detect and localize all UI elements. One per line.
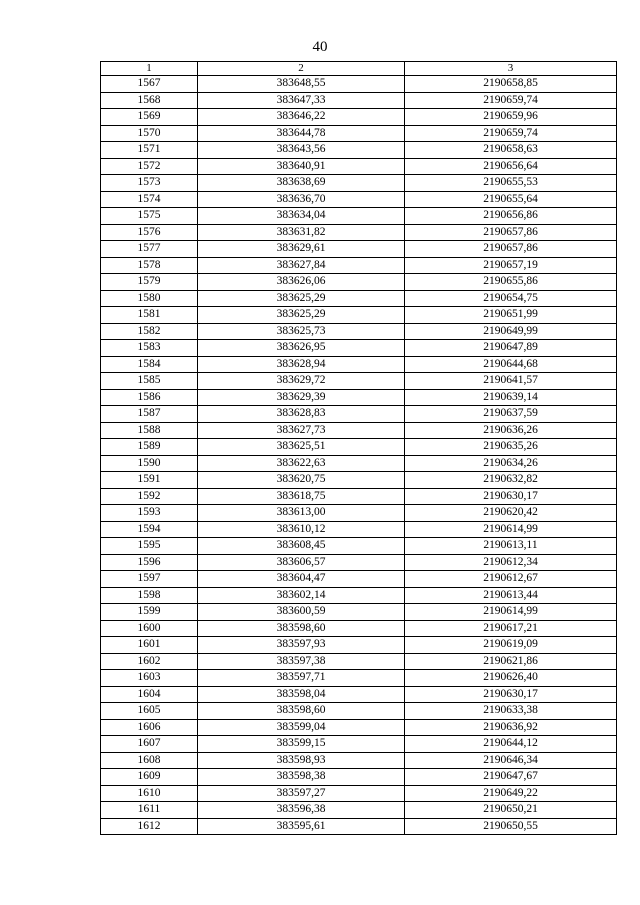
point-number-cell: 1574 (101, 191, 198, 208)
x-coordinate-cell: 383625,51 (198, 439, 405, 456)
y-coordinate-cell: 2190655,64 (405, 191, 617, 208)
point-number-cell: 1570 (101, 125, 198, 142)
table-row (101, 571, 617, 588)
column-header-1: 1 (101, 62, 198, 76)
column-header-2: 2 (198, 62, 405, 76)
table-row (101, 455, 617, 472)
table-row (101, 439, 617, 456)
point-number-cell: 1605 (101, 703, 198, 720)
table-row (101, 769, 617, 786)
point-number-cell: 1581 (101, 307, 198, 324)
y-coordinate-cell: 2190634,26 (405, 455, 617, 472)
point-number-cell: 1572 (101, 158, 198, 175)
x-coordinate-cell: 383644,78 (198, 125, 405, 142)
table-row (101, 587, 617, 604)
table-row (101, 422, 617, 439)
page-number: 40 (312, 39, 328, 55)
table-row (101, 290, 617, 307)
table-row (101, 488, 617, 505)
x-coordinate-cell: 383596,38 (198, 802, 405, 819)
x-coordinate-cell: 383598,04 (198, 686, 405, 703)
y-coordinate-cell: 2190646,34 (405, 752, 617, 769)
table-row (101, 224, 617, 241)
point-number-cell: 1588 (101, 422, 198, 439)
point-number-cell: 1583 (101, 340, 198, 357)
table-row (101, 340, 617, 357)
table-row (101, 505, 617, 522)
table-row (101, 125, 617, 142)
x-coordinate-cell: 383606,57 (198, 554, 405, 571)
y-coordinate-cell: 2190659,74 (405, 92, 617, 109)
y-coordinate-cell: 2190659,74 (405, 125, 617, 142)
y-coordinate-cell: 2190632,82 (405, 472, 617, 489)
x-coordinate-cell: 383640,91 (198, 158, 405, 175)
point-number-cell: 1609 (101, 769, 198, 786)
x-coordinate-cell: 383604,47 (198, 571, 405, 588)
header-row (101, 62, 617, 76)
y-coordinate-cell: 2190647,89 (405, 340, 617, 357)
x-coordinate-cell: 383610,12 (198, 521, 405, 538)
x-coordinate-cell: 383634,04 (198, 208, 405, 225)
point-number-cell: 1599 (101, 604, 198, 621)
point-number-cell: 1587 (101, 406, 198, 423)
point-number-cell: 1590 (101, 455, 198, 472)
point-number-cell: 1607 (101, 736, 198, 753)
x-coordinate-cell: 383598,93 (198, 752, 405, 769)
table-row (101, 373, 617, 390)
x-coordinate-cell: 383626,95 (198, 340, 405, 357)
x-coordinate-cell: 383597,38 (198, 653, 405, 670)
table-row (101, 307, 617, 324)
y-coordinate-cell: 2190612,34 (405, 554, 617, 571)
table-row (101, 637, 617, 654)
table-row (101, 472, 617, 489)
x-coordinate-cell: 383625,29 (198, 290, 405, 307)
x-coordinate-cell: 383631,82 (198, 224, 405, 241)
point-number-cell: 1592 (101, 488, 198, 505)
x-coordinate-cell: 383628,94 (198, 356, 405, 373)
y-coordinate-cell: 2190636,26 (405, 422, 617, 439)
table-row (101, 554, 617, 571)
y-coordinate-cell: 2190637,59 (405, 406, 617, 423)
x-coordinate-cell: 383620,75 (198, 472, 405, 489)
x-coordinate-cell: 383625,73 (198, 323, 405, 340)
x-coordinate-cell: 383597,27 (198, 785, 405, 802)
table-body (101, 76, 617, 835)
x-coordinate-cell: 383600,59 (198, 604, 405, 621)
point-number-cell: 1598 (101, 587, 198, 604)
point-number-cell: 1578 (101, 257, 198, 274)
x-coordinate-cell: 383622,63 (198, 455, 405, 472)
point-number-cell: 1611 (101, 802, 198, 819)
y-coordinate-cell: 2190641,57 (405, 373, 617, 390)
coordinates-table (100, 61, 617, 835)
x-coordinate-cell: 383599,15 (198, 736, 405, 753)
point-number-cell: 1596 (101, 554, 198, 571)
x-coordinate-cell: 383598,60 (198, 703, 405, 720)
point-number-cell: 1582 (101, 323, 198, 340)
y-coordinate-cell: 2190626,40 (405, 670, 617, 687)
point-number-cell: 1573 (101, 175, 198, 192)
y-coordinate-cell: 2190647,67 (405, 769, 617, 786)
table-row (101, 191, 617, 208)
table-row (101, 175, 617, 192)
y-coordinate-cell: 2190655,86 (405, 274, 617, 291)
table-row (101, 686, 617, 703)
table-row (101, 752, 617, 769)
table-row (101, 208, 617, 225)
y-coordinate-cell: 2190655,53 (405, 175, 617, 192)
y-coordinate-cell: 2190612,67 (405, 571, 617, 588)
x-coordinate-cell: 383638,69 (198, 175, 405, 192)
point-number-cell: 1576 (101, 224, 198, 241)
x-coordinate-cell: 383629,72 (198, 373, 405, 390)
table-row (101, 604, 617, 621)
point-number-cell: 1591 (101, 472, 198, 489)
table-row (101, 785, 617, 802)
point-number-cell: 1586 (101, 389, 198, 406)
x-coordinate-cell: 383595,61 (198, 818, 405, 835)
point-number-cell: 1569 (101, 109, 198, 126)
x-coordinate-cell: 383625,29 (198, 307, 405, 324)
table-row (101, 620, 617, 637)
point-number-cell: 1603 (101, 670, 198, 687)
y-coordinate-cell: 2190654,75 (405, 290, 617, 307)
table-row (101, 802, 617, 819)
x-coordinate-cell: 383618,75 (198, 488, 405, 505)
table-row (101, 538, 617, 555)
x-coordinate-cell: 383646,22 (198, 109, 405, 126)
x-coordinate-cell: 383599,04 (198, 719, 405, 736)
x-coordinate-cell: 383597,71 (198, 670, 405, 687)
table-row (101, 158, 617, 175)
point-number-cell: 1571 (101, 142, 198, 159)
table-row (101, 521, 617, 538)
table-row (101, 389, 617, 406)
x-coordinate-cell: 383643,56 (198, 142, 405, 159)
table-row (101, 670, 617, 687)
x-coordinate-cell: 383627,84 (198, 257, 405, 274)
y-coordinate-cell: 2190649,22 (405, 785, 617, 802)
point-number-cell: 1594 (101, 521, 198, 538)
x-coordinate-cell: 383597,93 (198, 637, 405, 654)
y-coordinate-cell: 2190649,99 (405, 323, 617, 340)
point-number-cell: 1606 (101, 719, 198, 736)
y-coordinate-cell: 2190658,85 (405, 76, 617, 93)
table-row (101, 323, 617, 340)
x-coordinate-cell: 383602,14 (198, 587, 405, 604)
x-coordinate-cell: 383598,60 (198, 620, 405, 637)
table-row (101, 719, 617, 736)
y-coordinate-cell: 2190630,17 (405, 686, 617, 703)
y-coordinate-cell: 2190630,17 (405, 488, 617, 505)
column-header-3: 3 (405, 62, 617, 76)
table-row (101, 257, 617, 274)
point-number-cell: 1579 (101, 274, 198, 291)
point-number-cell: 1601 (101, 637, 198, 654)
table-row (101, 92, 617, 109)
table-row (101, 736, 617, 753)
y-coordinate-cell: 2190659,96 (405, 109, 617, 126)
point-number-cell: 1585 (101, 373, 198, 390)
y-coordinate-cell: 2190650,21 (405, 802, 617, 819)
y-coordinate-cell: 2190657,86 (405, 224, 617, 241)
y-coordinate-cell: 2190656,86 (405, 208, 617, 225)
table-row (101, 142, 617, 159)
point-number-cell: 1610 (101, 785, 198, 802)
y-coordinate-cell: 2190614,99 (405, 604, 617, 621)
y-coordinate-cell: 2190650,55 (405, 818, 617, 835)
y-coordinate-cell: 2190657,86 (405, 241, 617, 258)
point-number-cell: 1580 (101, 290, 198, 307)
point-number-cell: 1589 (101, 439, 198, 456)
table-row (101, 274, 617, 291)
y-coordinate-cell: 2190651,99 (405, 307, 617, 324)
y-coordinate-cell: 2190657,19 (405, 257, 617, 274)
y-coordinate-cell: 2190614,99 (405, 521, 617, 538)
y-coordinate-cell: 2190644,68 (405, 356, 617, 373)
y-coordinate-cell: 2190619,09 (405, 637, 617, 654)
table-row (101, 109, 617, 126)
table-row (101, 406, 617, 423)
table-row (101, 703, 617, 720)
table-row (101, 241, 617, 258)
x-coordinate-cell: 383613,00 (198, 505, 405, 522)
table-row (101, 818, 617, 835)
y-coordinate-cell: 2190636,92 (405, 719, 617, 736)
table-header (101, 62, 617, 76)
y-coordinate-cell: 2190635,26 (405, 439, 617, 456)
x-coordinate-cell: 383629,39 (198, 389, 405, 406)
x-coordinate-cell: 383647,33 (198, 92, 405, 109)
y-coordinate-cell: 2190658,63 (405, 142, 617, 159)
y-coordinate-cell: 2190617,21 (405, 620, 617, 637)
table-row (101, 76, 617, 93)
x-coordinate-cell: 383629,61 (198, 241, 405, 258)
table-row (101, 356, 617, 373)
y-coordinate-cell: 2190621,86 (405, 653, 617, 670)
point-number-cell: 1604 (101, 686, 198, 703)
point-number-cell: 1568 (101, 92, 198, 109)
table-row (101, 653, 617, 670)
y-coordinate-cell: 2190633,38 (405, 703, 617, 720)
point-number-cell: 1595 (101, 538, 198, 555)
x-coordinate-cell: 383608,45 (198, 538, 405, 555)
x-coordinate-cell: 383626,06 (198, 274, 405, 291)
point-number-cell: 1602 (101, 653, 198, 670)
point-number-cell: 1597 (101, 571, 198, 588)
point-number-cell: 1584 (101, 356, 198, 373)
y-coordinate-cell: 2190613,11 (405, 538, 617, 555)
y-coordinate-cell: 2190613,44 (405, 587, 617, 604)
x-coordinate-cell: 383636,70 (198, 191, 405, 208)
y-coordinate-cell: 2190639,14 (405, 389, 617, 406)
point-number-cell: 1608 (101, 752, 198, 769)
point-number-cell: 1593 (101, 505, 198, 522)
y-coordinate-cell: 2190644,12 (405, 736, 617, 753)
y-coordinate-cell: 2190620,42 (405, 505, 617, 522)
x-coordinate-cell: 383598,38 (198, 769, 405, 786)
x-coordinate-cell: 383648,55 (198, 76, 405, 93)
point-number-cell: 1567 (101, 76, 198, 93)
x-coordinate-cell: 383628,83 (198, 406, 405, 423)
x-coordinate-cell: 383627,73 (198, 422, 405, 439)
point-number-cell: 1600 (101, 620, 198, 637)
point-number-cell: 1577 (101, 241, 198, 258)
y-coordinate-cell: 2190656,64 (405, 158, 617, 175)
point-number-cell: 1612 (101, 818, 198, 835)
point-number-cell: 1575 (101, 208, 198, 225)
